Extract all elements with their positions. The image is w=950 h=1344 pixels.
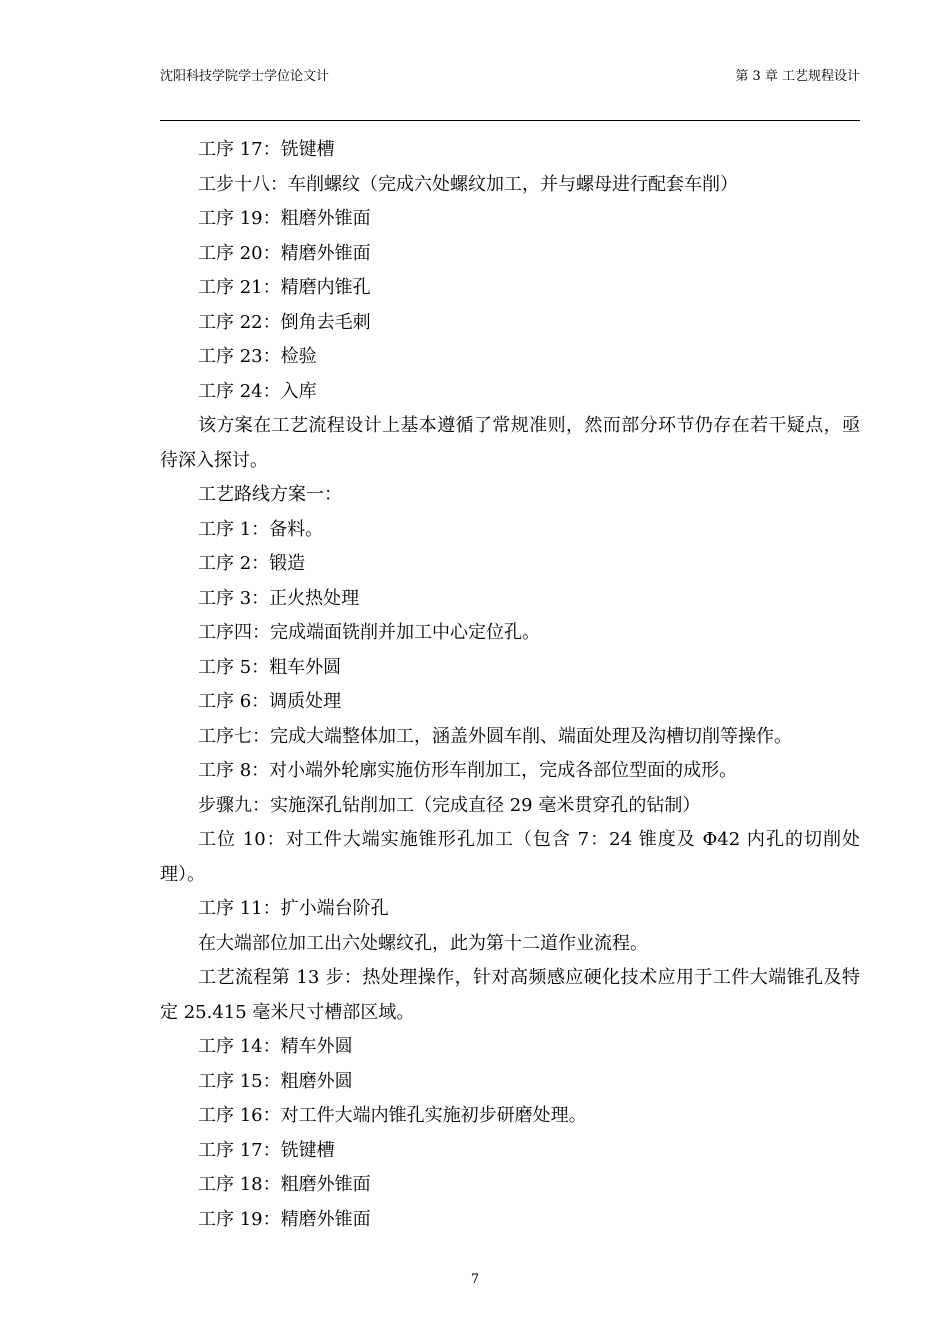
paragraph: 工序 11：扩小端台阶孔 [198, 898, 389, 919]
paragraph: 工序 2：锻造 [198, 553, 306, 574]
paragraph: 工序 20：精磨外锥面 [198, 242, 371, 264]
header-thesis-title: 沈阳科技学院学士学位论文计 [160, 69, 330, 84]
body-text [160, 133, 860, 1237]
paragraph: 工序七：完成大端整体加工，涵盖外圆车削、端面处理及沟槽切削等操作。 [198, 725, 792, 747]
paragraph: 工序 21：精磨内锥孔 [198, 277, 371, 298]
paragraph: 步骤九：实施深孔钻削加工（完成直径 29 毫米贯穿孔的钻制） [198, 794, 701, 816]
paragraph: 工艺流程第 13 步：热处理操作，针对高频感应硬化技术应用于工件大端锥孔及特定 25.415 毫米尺寸槽部区域。 [160, 967, 860, 1023]
paragraph: 工序 22：倒角去毛刺 [198, 311, 371, 333]
paragraph: 工序 16：对工件大端内锥孔实施初步研磨处理。 [198, 1105, 587, 1126]
paragraph: 该方案在工艺流程设计上基本遵循了常规准则，然而部分环节仍存在若干疑点，亟待深入探讨。 [160, 415, 860, 471]
paragraph: 在大端部位加工出六处螺纹孔，此为第十二道作业流程。 [198, 932, 648, 954]
paragraph: 工序 17：铣键槽 [198, 1139, 335, 1161]
paragraph: 工序 3：正火热处理 [198, 587, 360, 609]
paragraph: 工序 8：对小端外轮廓实施仿形车削加工，完成各部位型面的成形。 [198, 760, 738, 781]
paragraph: 工位 10：对工件大端实施锥形孔加工（包含 7：24 锥度及 Φ42 内孔的切削处理）。 [160, 829, 860, 885]
page-number: 7 [470, 1272, 480, 1287]
header-chapter-title: 第 3 章 工艺规程设计 [735, 69, 860, 84]
paragraph: 工序 24：入库 [198, 380, 317, 402]
paragraph: 工序 19：粗磨外锥面 [198, 208, 371, 229]
paragraph: 工步十八：车削螺纹（完成六处螺纹加工，并与螺母进行配套车削） [198, 173, 738, 195]
paragraph: 工序 19：精磨外锥面 [198, 1208, 371, 1230]
paragraph: 工序 17：铣键槽 [198, 139, 335, 160]
paragraph: 工序 18：粗磨外锥面 [198, 1174, 371, 1195]
paragraph: 工序 6：调质处理 [198, 691, 342, 712]
paragraph: 工序 23：检验 [198, 346, 317, 367]
paragraph: 工艺路线方案一： [198, 484, 342, 505]
paragraph: 工序四：完成端面铣削并加工中心定位孔。 [198, 622, 540, 643]
paragraph: 工序 15：粗磨外圆 [198, 1070, 353, 1092]
paragraph: 工序 1：备料。 [198, 518, 324, 540]
header-rule [160, 120, 860, 121]
paragraph: 工序 14：精车外圆 [198, 1036, 353, 1057]
paragraph: 工序 5：粗车外圆 [198, 656, 342, 678]
